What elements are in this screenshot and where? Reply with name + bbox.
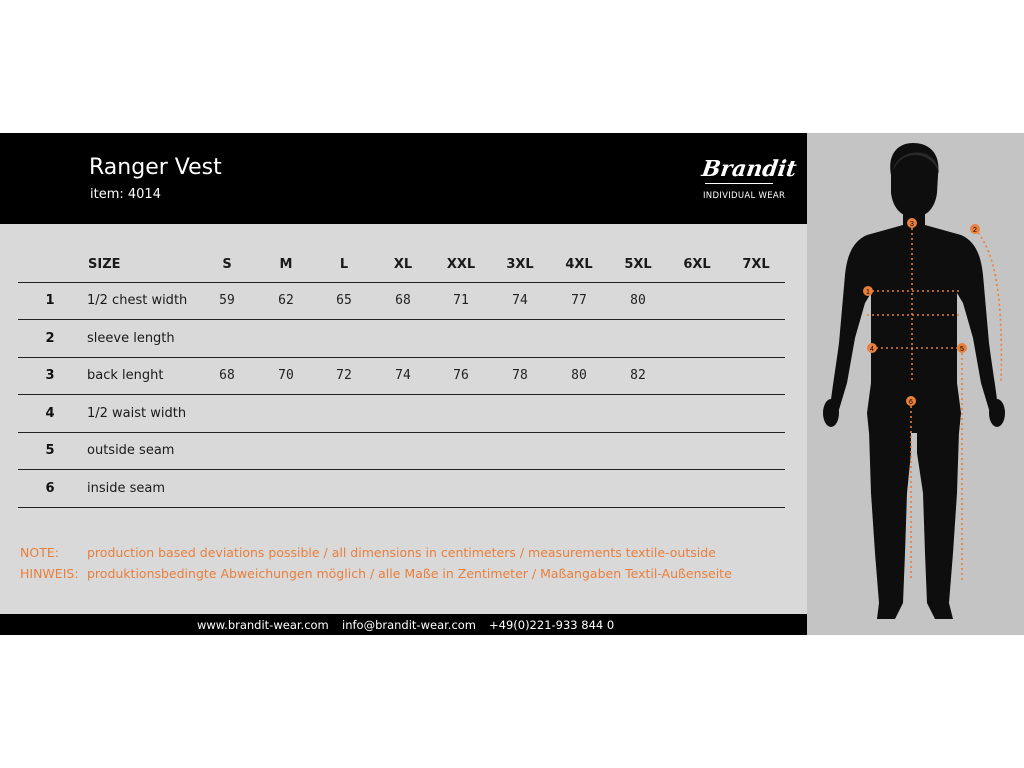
table-divider — [18, 394, 785, 395]
table-row — [18, 293, 785, 331]
hinweis-label: HINWEIS: — [20, 566, 79, 581]
hinweis-text: produktionsbedingte Abweichungen möglich / alle Maße in Zentimeter / Maßangaben Textil-Außenseite — [87, 566, 732, 581]
table-cell: 65 — [336, 293, 352, 308]
phone-number: +49(0)221-933 844 0 — [489, 618, 615, 632]
row-label: 1/2 waist width — [87, 405, 187, 421]
row-number: 1 — [45, 293, 55, 308]
marker-3 — [907, 218, 917, 228]
table-cell: 70 — [278, 368, 294, 383]
marker-5 — [957, 343, 967, 353]
row-label: 1/2 chest width — [87, 293, 188, 308]
row-label: inside seam — [87, 480, 166, 496]
size-column-header: SIZE — [88, 257, 121, 272]
marker-2 — [970, 224, 980, 234]
table-cell: 59 — [219, 293, 235, 308]
table-cell: 78 — [512, 368, 528, 383]
size-header-7xl: 7XL — [742, 257, 770, 272]
body-silhouette-figure — [807, 133, 1024, 635]
table-cell: 77 — [571, 293, 587, 308]
svg-text:5: 5 — [960, 346, 964, 353]
size-header-l: L — [339, 257, 349, 272]
table-divider — [18, 432, 785, 433]
table-divider — [18, 507, 785, 508]
table-cell: 76 — [453, 368, 469, 383]
table-cell: 80 — [630, 293, 646, 308]
note-label: NOTE: — [20, 545, 59, 560]
row-label: outside seam — [87, 443, 175, 458]
size-header-m: M — [279, 257, 293, 272]
row-label: sleeve length — [87, 330, 175, 346]
row-number: 4 — [45, 405, 55, 421]
brand-logo: Brandit — [700, 156, 799, 182]
row-label: back lenght — [87, 368, 164, 383]
brand-logo-underline — [705, 183, 773, 184]
svg-text:1: 1 — [866, 289, 870, 296]
brand-tagline: INDIVIDUAL WEAR — [703, 191, 786, 201]
product-title: Ranger Vest — [89, 155, 222, 180]
svg-text:2: 2 — [973, 227, 977, 234]
measurement-figure-panel — [807, 133, 1024, 635]
size-header-4xl: 4XL — [565, 257, 593, 272]
item-number: item: 4014 — [90, 187, 161, 202]
table-row — [18, 481, 785, 519]
svg-text:6: 6 — [909, 399, 913, 406]
size-header-xl: XL — [393, 257, 413, 272]
table-cell: 72 — [336, 368, 352, 383]
row-number: 5 — [45, 443, 55, 458]
table-cell: 82 — [630, 368, 646, 383]
table-row — [18, 406, 785, 444]
size-header-s: S — [222, 257, 232, 272]
body-silhouette — [823, 143, 1005, 619]
row-number: 6 — [45, 480, 55, 496]
table-cell: 68 — [219, 368, 235, 383]
marker-4 — [867, 343, 877, 353]
table-cell: 74 — [395, 368, 411, 383]
size-header-3xl: 3XL — [506, 257, 534, 272]
table-cell: 68 — [395, 293, 411, 308]
note-text: production based deviations possible / all dimensions in centimeters / measurements textile-outside — [87, 545, 716, 560]
size-header-xxl: XXL — [446, 257, 476, 272]
table-divider — [18, 319, 785, 320]
table-divider — [18, 357, 785, 358]
svg-text:4: 4 — [870, 346, 874, 353]
marker-6 — [906, 396, 916, 406]
table-row — [18, 443, 785, 481]
website-link[interactable]: www.brandit-wear.com — [197, 618, 329, 632]
email-link[interactable]: info@brandit-wear.com — [342, 618, 477, 632]
table-divider — [18, 469, 785, 470]
row-number: 2 — [45, 330, 55, 346]
table-divider — [18, 282, 785, 283]
table-cell: 71 — [453, 293, 469, 308]
marker-1 — [863, 286, 873, 296]
table-row — [18, 331, 785, 369]
size-header-6xl: 6XL — [683, 257, 711, 272]
table-cell: 62 — [278, 293, 294, 308]
svg-text:3: 3 — [910, 221, 914, 228]
table-row — [18, 368, 785, 406]
row-number: 3 — [45, 368, 55, 383]
table-cell: 74 — [512, 293, 528, 308]
table-cell: 80 — [571, 368, 587, 383]
size-header-5xl: 5XL — [624, 257, 652, 272]
